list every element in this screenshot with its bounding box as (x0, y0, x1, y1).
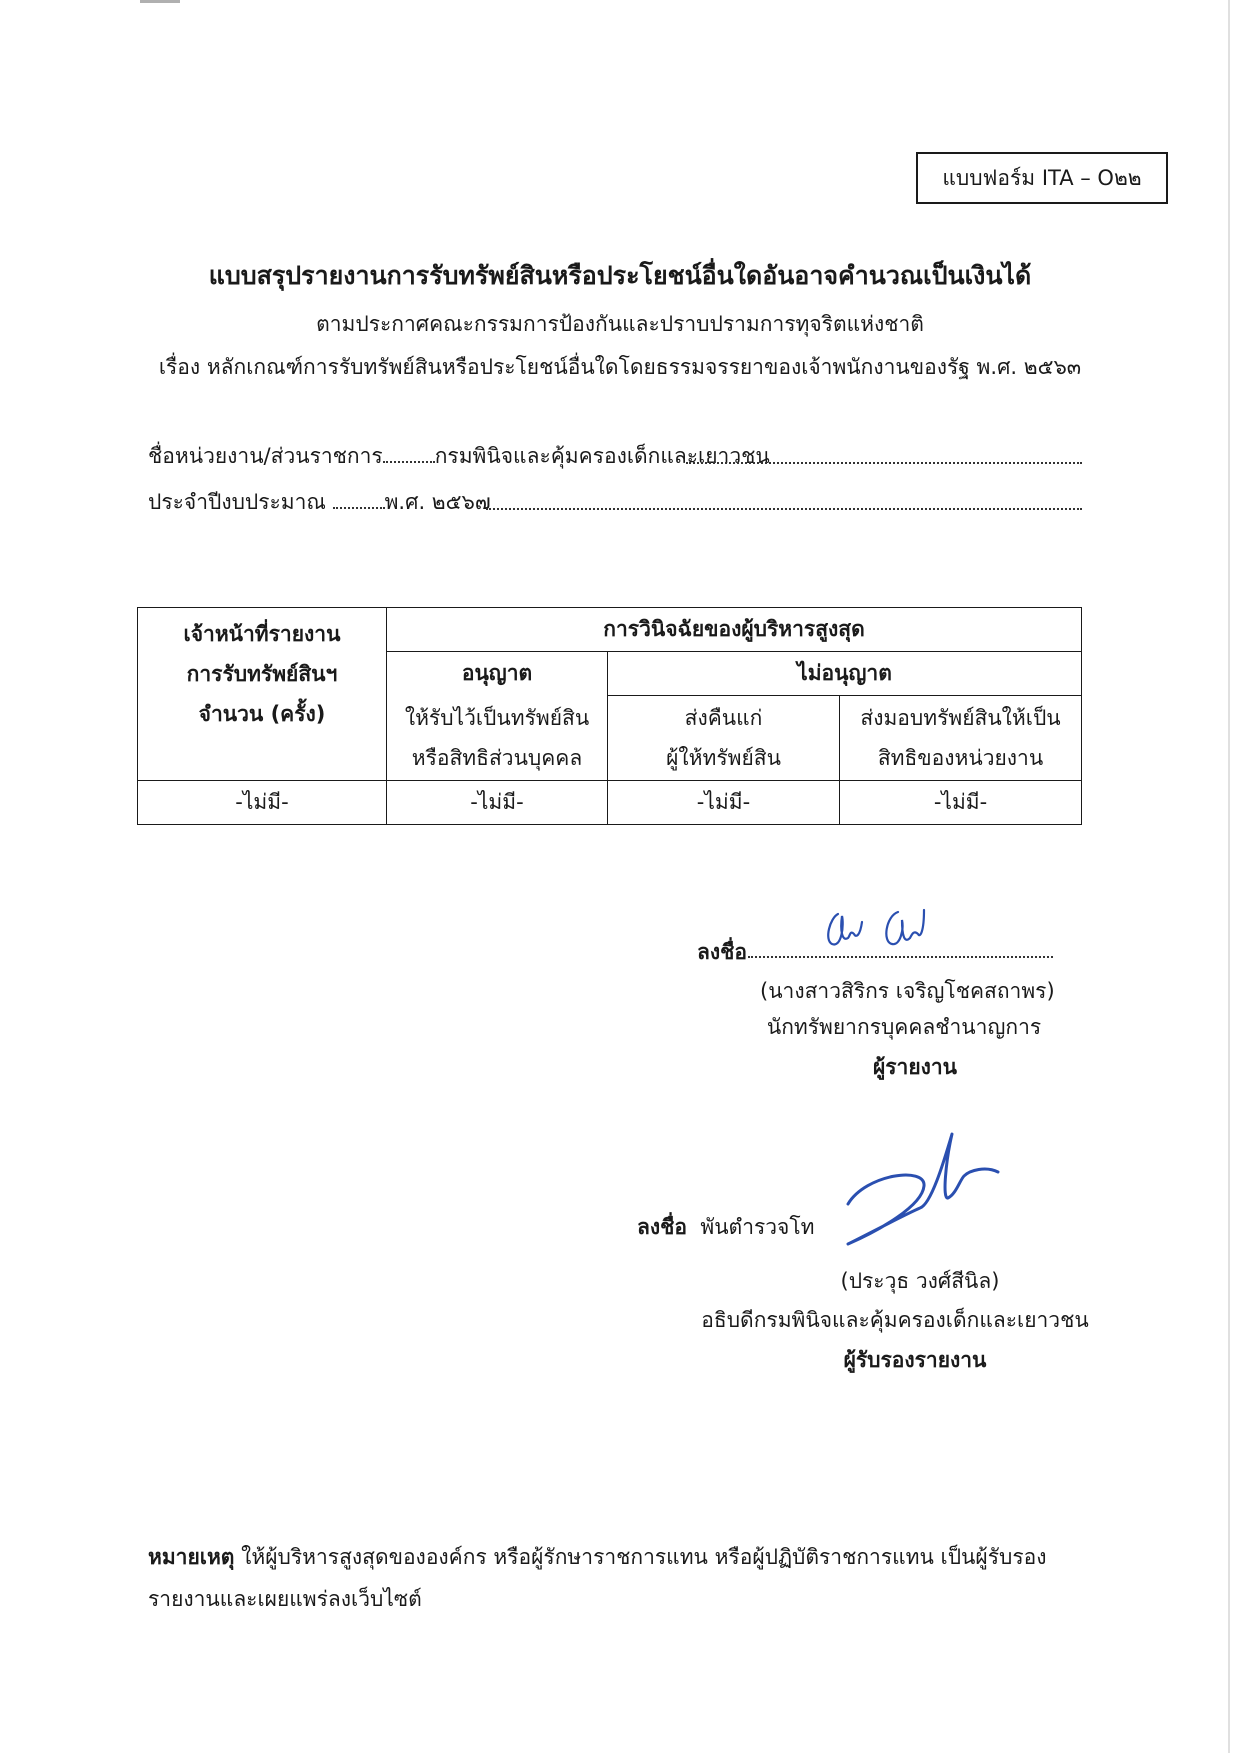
scan-mark (140, 0, 180, 3)
document-title: แบบสรุปรายงานการรับทรัพย์สินหรือประโยชน์อื่นใดอันอาจคำนวณเป็นเงินได้ (208, 261, 1032, 290)
table-cell: -ไม่มี- (138, 781, 387, 825)
return-to-giver-header: ส่งคืนแก่ ผู้ให้ทรัพย์สิน (608, 696, 840, 781)
approver-name: (ประวุธ วงศ์สีนิล) (840, 1269, 1000, 1293)
deny-header: ไม่อนุญาต (608, 652, 1082, 696)
document-subtitle-subject: เรื่อง หลักเกณฑ์การรับทรัพย์สินหรือประโยชน์อื่นใดโดยธรรมจรรยาของเจ้าพนักงานของรัฐ พ.ศ. ๒๕๖๓ (158, 355, 1082, 379)
reporter-count-header: เจ้าหน้าที่รายงาน การรับทรัพย์สินฯ จำนวน (ครั้ง) (138, 608, 387, 781)
footnote-label: หมายเหตุ (148, 1545, 235, 1569)
document-subtitle: ตามประกาศคณะกรรมการป้องกันและปราบปรามการทุจริตแห่งชาติ (316, 312, 924, 336)
fiscal-year-field (148, 486, 1082, 519)
reporter-role: ผู้รายงาน (872, 1055, 958, 1079)
agency-field (148, 440, 1082, 473)
allow-header: อนุญาต (387, 652, 608, 696)
agency-label: ชื่อหน่วยงาน/ส่วนราชการ (148, 444, 383, 468)
approver-role: ผู้รับรองรายงาน (843, 1348, 987, 1372)
fiscal-year-label: ประจำปีงบประมาณ (148, 490, 326, 514)
reporter-sign-label: ลงชื่อ (697, 940, 747, 964)
reporter-signature-image (820, 900, 960, 956)
table-cell: -ไม่มี- (387, 781, 608, 825)
form-code-box: แบบฟอร์ม ITA – O๒๒ (916, 152, 1168, 204)
reporter-signature-line (748, 956, 1053, 958)
footnote (148, 1536, 1098, 1620)
reporter-name: (นางสาวสิริกร เจริญโชคสถาพร) (760, 979, 1055, 1003)
fiscal-year-value: พ.ศ. ๒๕๖๗ (384, 490, 491, 514)
transfer-to-agency-header: ส่งมอบทรัพย์สินให้เป็น สิทธิของหน่วยงาน (840, 696, 1082, 781)
table-cell: -ไม่มี- (840, 781, 1082, 825)
footnote-text: ให้ผู้บริหารสูงสุดขององค์กร หรือผู้รักษาราชการแทน หรือผู้ปฏิบัติราชการแทน เป็นผู้รับรองรายงานและเผยแพร่ลงเว็บไซต์ (148, 1545, 1047, 1611)
agency-value: กรมพินิจและคุ้มครองเด็กและเยาวชน (434, 444, 770, 468)
approver-position: อธิบดีกรมพินิจและคุ้มครองเด็กและเยาวชน (701, 1308, 1089, 1332)
reporter-position: นักทรัพยากรบุคคลชำนาญการ (766, 1015, 1042, 1039)
gift-summary-table (137, 607, 1082, 825)
approver-signature-image (836, 1130, 1006, 1250)
allow-detail: ให้รับไว้เป็นทรัพย์สิน หรือสิทธิส่วนบุคคล (387, 696, 608, 781)
table-cell: -ไม่มี- (608, 781, 840, 825)
approver-sign-label: ลงชื่อ พันตำรวจโท (637, 1215, 815, 1239)
decision-header: การวินิจฉัยของผู้บริหารสูงสุด (387, 608, 1082, 652)
table-row (138, 781, 1082, 825)
